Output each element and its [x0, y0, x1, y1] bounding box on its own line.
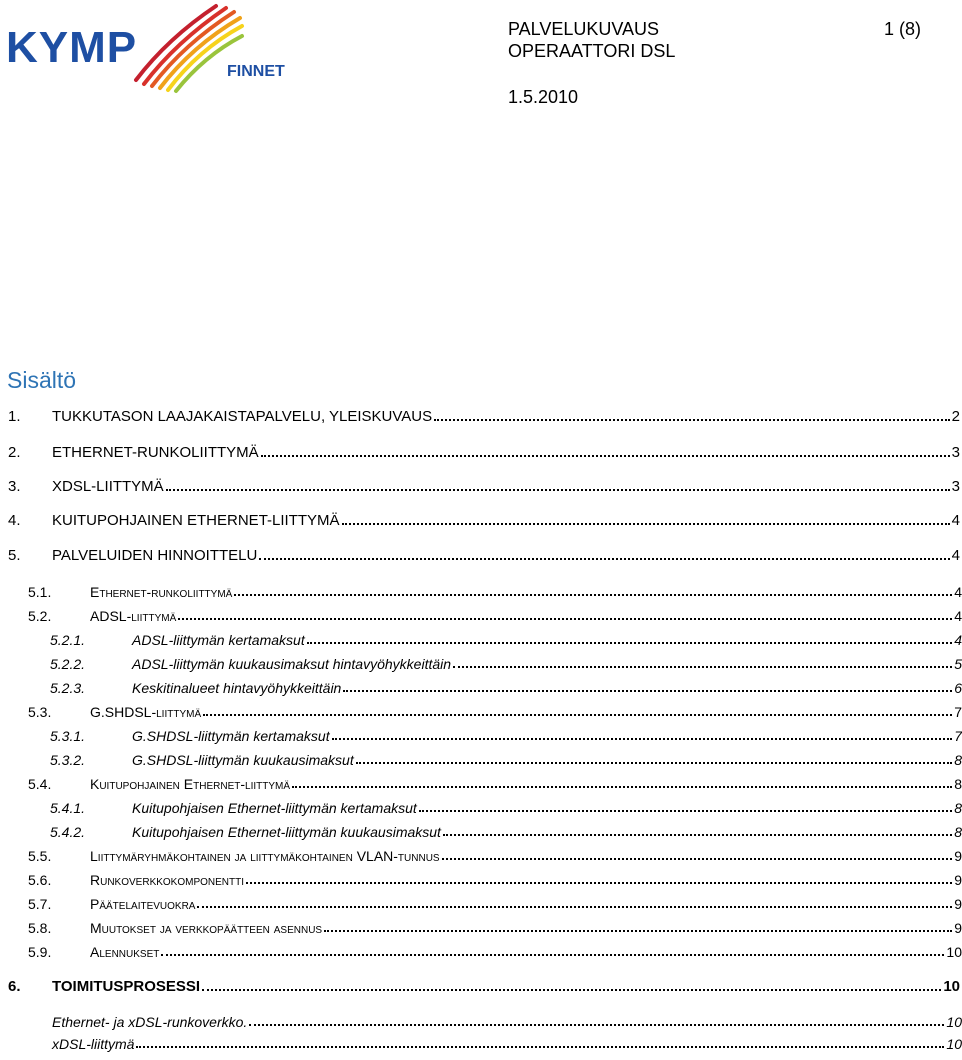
- toc-entry-title: KUITUPOHJAINEN ETHERNET-LIITTYMÄ: [52, 512, 340, 529]
- toc-dot-leader: [442, 858, 953, 860]
- toc-entry-number: 4.: [8, 512, 21, 529]
- toc-entry-page: 8: [954, 800, 962, 816]
- toc-entry-title: Muutokset ja verkkopäätteen asennus: [90, 920, 323, 936]
- toc-entry-title: Runkoverkkokomponentti: [90, 872, 245, 888]
- toc-entry[interactable]: [8, 444, 960, 461]
- toc-entry-title: Päätelaitevuokra: [90, 896, 196, 912]
- toc-entry-page: 6: [954, 680, 962, 696]
- document-date: 1.5.2010: [508, 87, 579, 107]
- toc-entry-page: 9: [954, 872, 962, 888]
- document-title-line2: OPERAATTORI DSL: [508, 41, 676, 61]
- toc-entry-title: ADSL-liittymän kertamaksut: [132, 632, 305, 648]
- toc-entry-title: Ethernet- ja xDSL-runkoverkko.: [52, 1014, 248, 1030]
- toc-dot-leader: [203, 714, 952, 716]
- toc-entry-page: 4: [954, 584, 962, 600]
- toc-entry[interactable]: [28, 584, 962, 600]
- toc-entry[interactable]: [28, 920, 962, 936]
- toc-entry-title: TUKKUTASON LAAJAKAISTAPALVELU, YLEISKUVAUS: [52, 408, 433, 425]
- toc-dot-leader: [342, 523, 950, 525]
- toc-entry-number: 5.4.2.: [50, 824, 86, 840]
- toc-entry[interactable]: [8, 478, 960, 495]
- toc-entry-title: TOIMITUSPROSESSI: [52, 978, 201, 995]
- toc-entry[interactable]: [8, 512, 960, 529]
- toc-entry-page: 4: [954, 632, 962, 648]
- toc-entry[interactable]: [28, 848, 962, 864]
- toc-dot-leader: [234, 594, 952, 596]
- toc-entry-page: 7: [954, 728, 962, 744]
- toc-entry-title: ADSL-liittymä: [90, 608, 177, 624]
- toc-entry-number: 6.: [8, 978, 21, 995]
- toc-entry[interactable]: [50, 632, 962, 648]
- toc-entry-title: Kuitupohjaisen Ethernet-liittymän kertamaksut: [132, 800, 417, 816]
- toc-entry[interactable]: [28, 608, 962, 624]
- toc-entry[interactable]: [52, 1014, 962, 1030]
- toc-entry-number: 5.3.: [28, 704, 52, 720]
- toc-dot-leader: [259, 558, 949, 560]
- toc-entry-title: XDSL-LIITTYMÄ: [52, 478, 164, 495]
- toc-entry[interactable]: [50, 752, 962, 768]
- logo-subtext: FINNET: [227, 63, 285, 80]
- toc-entry-page: 5: [954, 656, 962, 672]
- toc-entry-title: Kuitupohjainen Ethernet-liittymä: [90, 776, 291, 792]
- toc-entry-number: 5.2.: [28, 608, 52, 624]
- toc-entry-page: 9: [954, 848, 962, 864]
- toc-dot-leader: [324, 930, 952, 932]
- toc-entry-number: 5.2.3.: [50, 680, 86, 696]
- toc-entry-page: 3: [951, 478, 960, 495]
- toc-entry-page: 4: [951, 512, 960, 529]
- toc-entry-number: 5.: [8, 547, 21, 564]
- toc-entry[interactable]: [8, 978, 960, 995]
- toc-entry[interactable]: [8, 547, 960, 564]
- toc-entry[interactable]: [28, 896, 962, 912]
- toc-entry[interactable]: [28, 872, 962, 888]
- toc-entry-page: 7: [954, 704, 962, 720]
- toc-entry[interactable]: [50, 656, 962, 672]
- toc-entry[interactable]: [50, 824, 962, 840]
- toc-entry[interactable]: [52, 1036, 962, 1052]
- toc-entry-number: 5.7.: [28, 896, 52, 912]
- toc-entry-title: PALVELUIDEN HINNOITTELU: [52, 547, 258, 564]
- toc-entry-number: 1.: [8, 408, 21, 425]
- toc-entry-title: Kuitupohjaisen Ethernet-liittymän kuukausimaksut: [132, 824, 441, 840]
- logo-wordmark: KYMP: [6, 23, 138, 72]
- toc-entry-number: 5.5.: [28, 848, 52, 864]
- toc-entry-number: 5.2.1.: [50, 632, 86, 648]
- toc-dot-leader: [161, 954, 944, 956]
- toc-dot-leader: [307, 642, 952, 644]
- toc-entry-page: 8: [954, 824, 962, 840]
- toc-dot-leader: [453, 666, 952, 668]
- toc-entry[interactable]: [28, 776, 962, 792]
- toc-entry-page: 10: [943, 978, 960, 995]
- toc-dot-leader: [178, 618, 952, 620]
- toc-entry-title: xDSL-liittymä: [52, 1036, 135, 1052]
- toc-entry-page: 10: [946, 1036, 962, 1052]
- toc-dot-leader: [166, 489, 950, 491]
- toc-entry-number: 5.6.: [28, 872, 52, 888]
- toc-dot-leader: [202, 989, 941, 991]
- toc-entry-title: G.SHDSL-liittymä: [90, 704, 202, 720]
- toc-entry[interactable]: [28, 704, 962, 720]
- toc-entry[interactable]: [50, 800, 962, 816]
- toc-entry-page: 8: [954, 752, 962, 768]
- page-indicator: 1 (8): [884, 19, 922, 39]
- toc-heading: Sisältö: [7, 367, 77, 393]
- toc-entry-title: ADSL-liittymän kuukausimaksut hintavyöhykkeittäin: [132, 656, 452, 672]
- toc-entry[interactable]: [8, 408, 960, 425]
- document-title-line1: PALVELUKUVAUS: [508, 19, 660, 39]
- toc-dot-leader: [356, 762, 952, 764]
- toc-dot-leader: [292, 786, 952, 788]
- toc-dot-leader: [197, 906, 952, 908]
- toc-entry-page: 9: [954, 920, 962, 936]
- toc-entry-page: 10: [946, 1014, 962, 1030]
- toc-entry-title: Alennukset: [90, 944, 160, 960]
- toc-dot-leader: [443, 834, 952, 836]
- toc-entry-title: Liittymäryhmäkohtainen ja liittymäkohtainen VLAN-tunnus: [90, 848, 440, 864]
- toc-entry-number: 5.3.2.: [50, 752, 86, 768]
- toc-entry-page: 9: [954, 896, 962, 912]
- toc-entry-number: 2.: [8, 444, 21, 461]
- toc-entry-number: 5.3.1.: [50, 728, 86, 744]
- toc-entry-number: 5.1.: [28, 584, 52, 600]
- toc-entry-number: 5.8.: [28, 920, 52, 936]
- toc-entry-page: 4: [951, 547, 960, 564]
- toc-dot-leader: [261, 455, 950, 457]
- toc-dot-leader: [419, 810, 952, 812]
- toc-dot-leader: [343, 690, 952, 692]
- toc-dot-leader: [332, 738, 953, 740]
- toc-entry-number: 5.4.: [28, 776, 52, 792]
- toc-entry-page: 10: [946, 944, 962, 960]
- toc-entry-number: 5.9.: [28, 944, 52, 960]
- toc-entry-number: 5.2.2.: [50, 656, 86, 672]
- toc-entry-page: 3: [951, 444, 960, 461]
- toc-entry-page: 2: [951, 408, 960, 425]
- toc-entry[interactable]: [28, 944, 962, 960]
- toc-entry-page: 8: [954, 776, 962, 792]
- toc-entry[interactable]: [50, 728, 962, 744]
- toc-entry[interactable]: [50, 680, 962, 696]
- toc-entry-title: G.SHDSL-liittymän kuukausimaksut: [132, 752, 354, 768]
- toc-dot-leader: [434, 419, 950, 421]
- toc-dot-leader: [249, 1024, 944, 1026]
- toc-entry-title: G.SHDSL-liittymän kertamaksut: [132, 728, 330, 744]
- toc-entry-title: ETHERNET-RUNKOLIITTYMÄ: [52, 444, 259, 461]
- toc-entry-number: 3.: [8, 478, 21, 495]
- toc-dot-leader: [136, 1046, 944, 1048]
- toc-entry-title: Keskitinalueet hintavyöhykkeittäin: [132, 680, 342, 696]
- toc-entry-page: 4: [954, 608, 962, 624]
- toc-dot-leader: [246, 882, 952, 884]
- toc-entry-title: Ethernet-runkoliittymä: [90, 584, 233, 600]
- toc-entry-number: 5.4.1.: [50, 800, 86, 816]
